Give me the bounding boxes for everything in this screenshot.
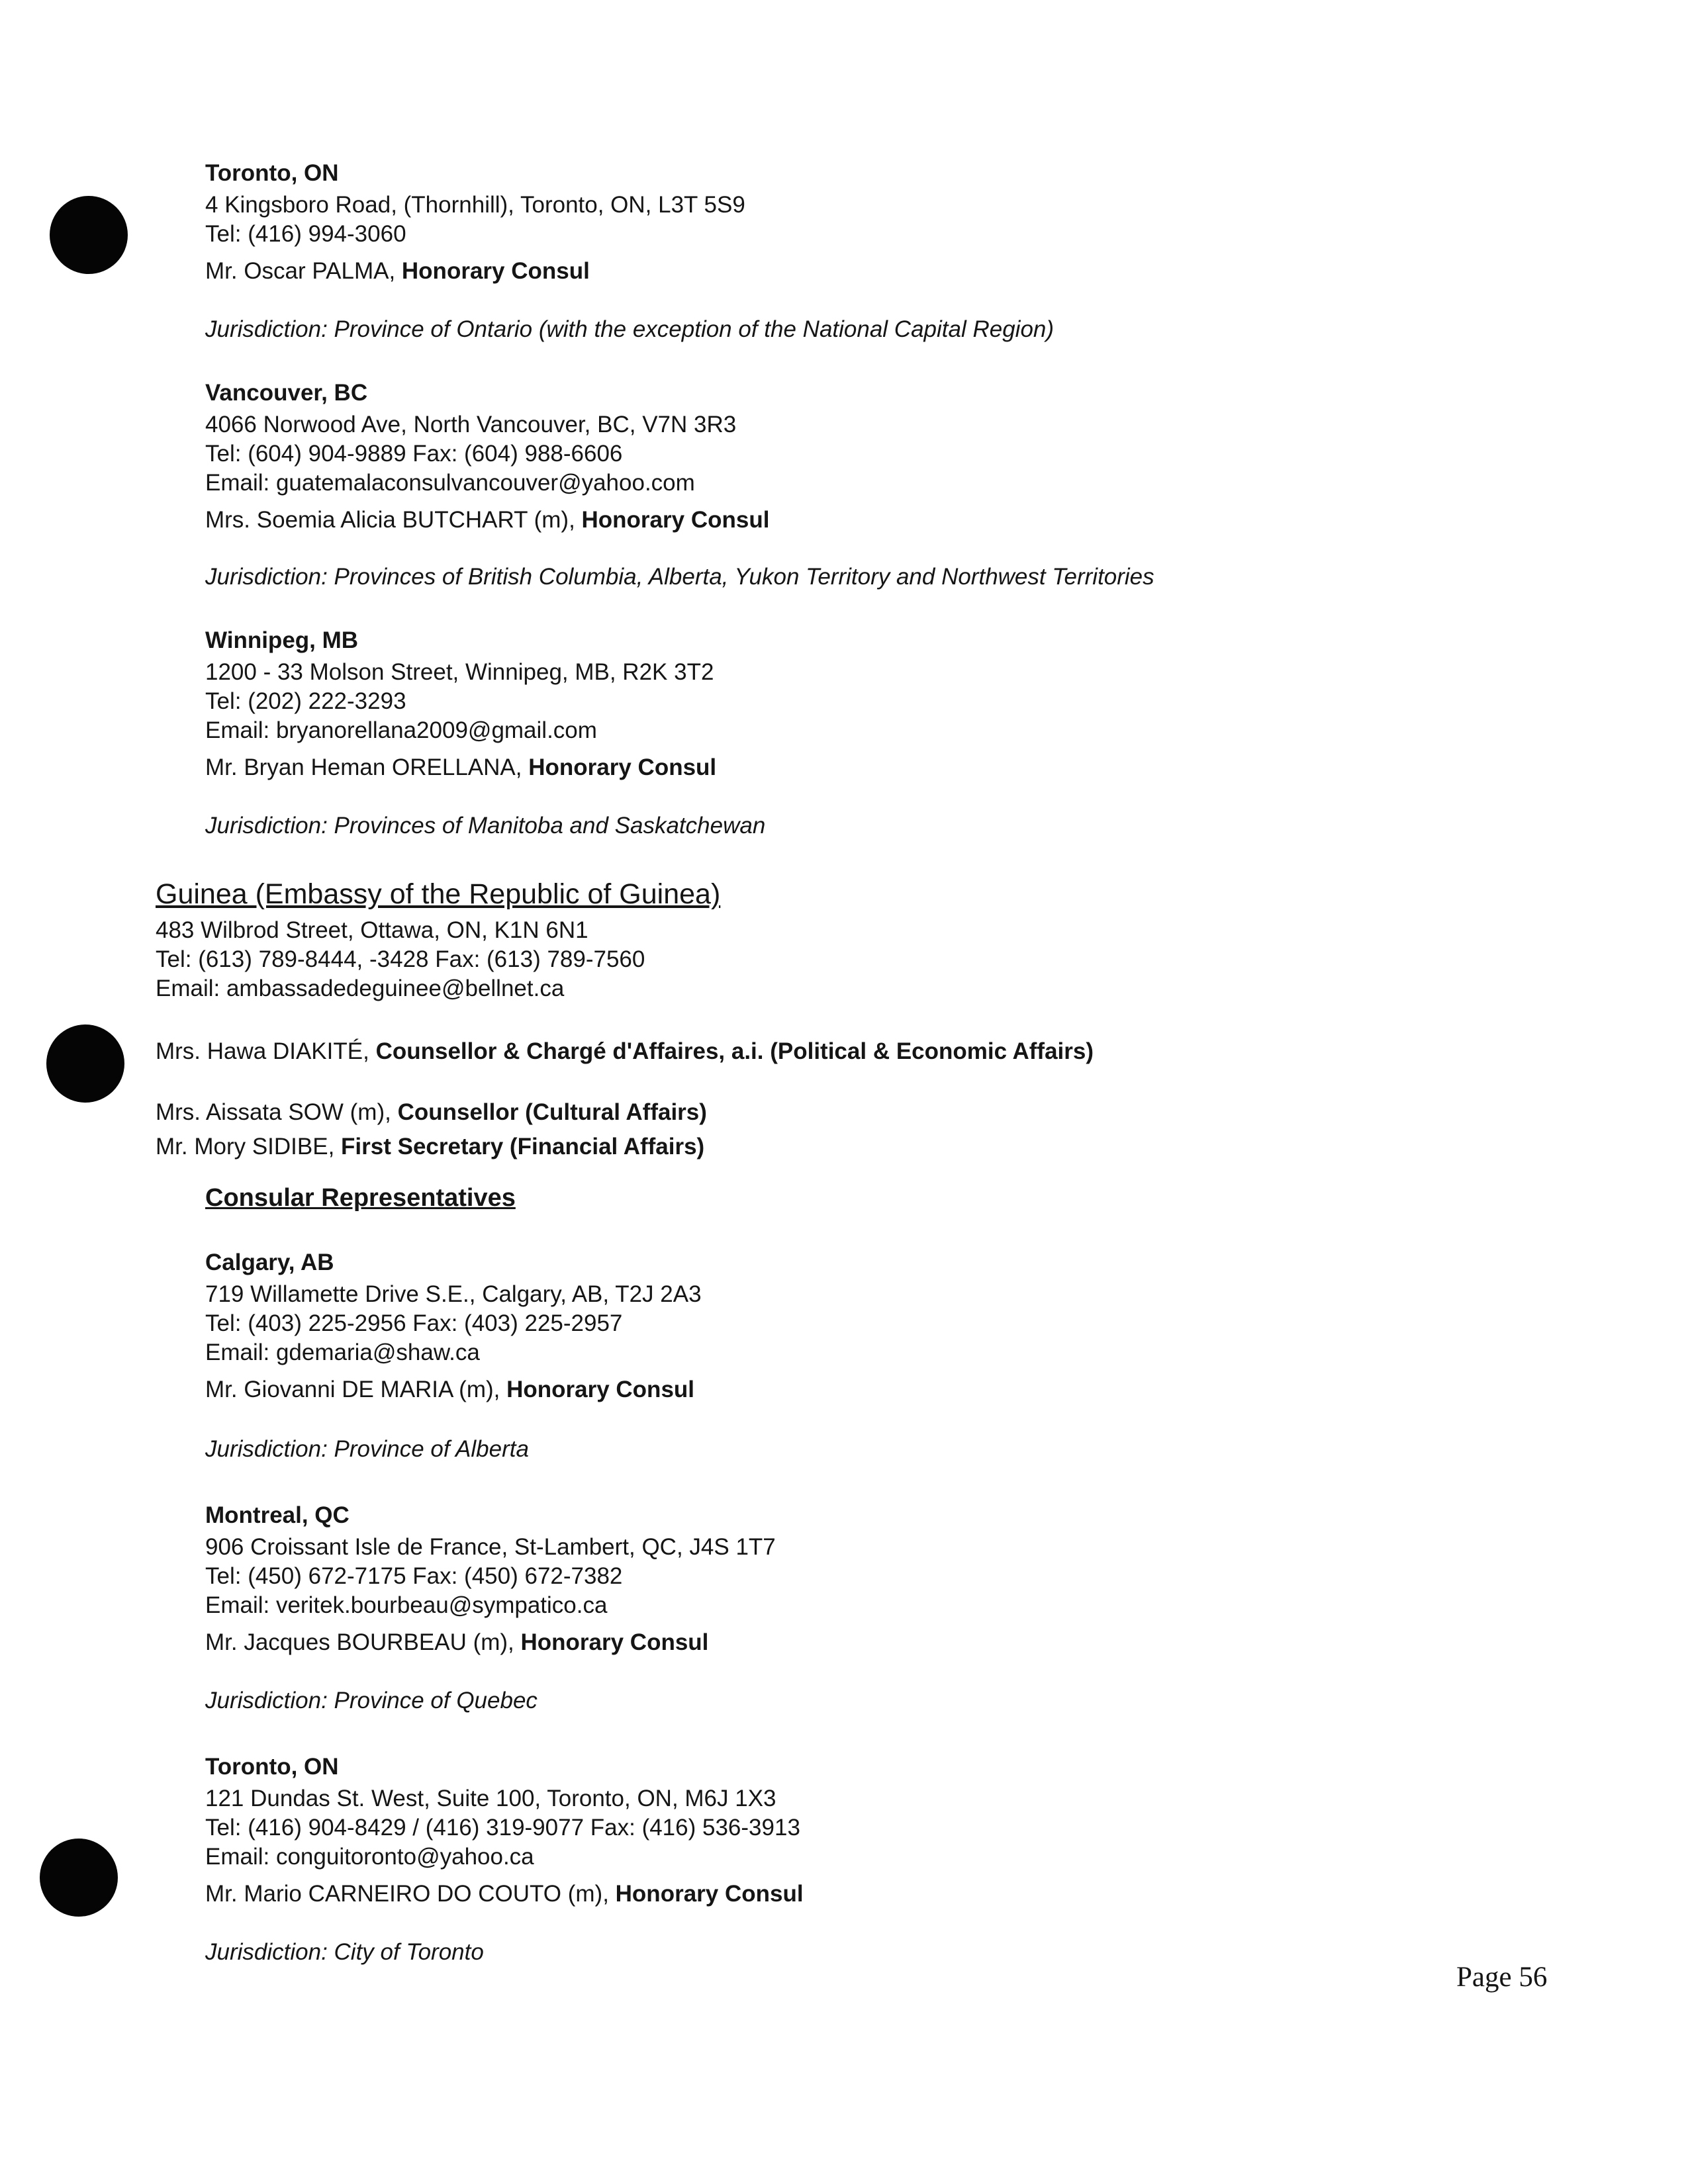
consul-name: Mr. Bryan Heman ORELLANA, — [205, 754, 529, 780]
telephone: Tel: (202) 222-3293 — [205, 688, 406, 714]
staff-name: Mrs. Hawa DIAKITÉ, — [156, 1038, 376, 1064]
consul-entry — [205, 506, 1529, 535]
consular-representatives-heading: Consular Representatives — [205, 1184, 516, 1212]
jurisdiction-toronto-guinea: Jurisdiction: City of Toronto — [205, 1939, 484, 1965]
consul-name: Mrs. Soemia Alicia BUTCHART (m), — [205, 507, 582, 533]
staff-entry — [156, 1096, 707, 1129]
consulate-winnipeg — [205, 625, 1529, 782]
jurisdiction-toronto-top: Jurisdiction: Province of Ontario (with the exception of the National Capital Region) — [205, 316, 1055, 342]
city-heading: Winnipeg, MB — [205, 627, 359, 653]
jurisdiction-calgary: Jurisdiction: Province of Alberta — [205, 1436, 529, 1462]
consul-entry — [205, 1375, 1529, 1404]
page-number: Page 56 — [1456, 1962, 1548, 1993]
email: Email: guatemalaconsulvancouver@yahoo.com — [205, 470, 695, 496]
jurisdiction-winnipeg: Jurisdiction: Provinces of Manitoba and Saskatchewan — [205, 813, 766, 839]
consul-title: Honorary Consul — [506, 1377, 695, 1402]
consul-title: Honorary Consul — [520, 1629, 709, 1655]
staff-name: Mr. Mory SIDIBE, — [156, 1134, 342, 1160]
country-heading-guinea: Guinea (Embassy of the Republic of Guinea) — [156, 878, 721, 910]
staff-entry — [156, 1035, 1094, 1068]
telephone: Tel: (403) 225-2956 Fax: (403) 225-2957 — [205, 1310, 623, 1336]
consulate-calgary — [205, 1247, 1529, 1404]
consulate-vancouver — [205, 377, 1529, 535]
telephone: Tel: (450) 672-7175 Fax: (450) 672-7382 — [205, 1563, 623, 1589]
address: 121 Dundas St. West, Suite 100, Toronto, ON, M6J 1X3 — [205, 1786, 776, 1811]
city-heading: Toronto, ON — [205, 1754, 339, 1780]
address: 4 Kingsboro Road, (Thornhill), Toronto, ON, L3T 5S9 — [205, 192, 745, 218]
city-heading: Calgary, AB — [205, 1250, 334, 1275]
consul-entry — [205, 1628, 1529, 1657]
telephone: Tel: (416) 904-8429 / (416) 319-9077 Fax: (416) 536-3913 — [205, 1815, 800, 1841]
telephone: Tel: (416) 994-3060 — [205, 221, 406, 247]
city-heading: Vancouver, BC — [205, 380, 368, 406]
jurisdiction-montreal: Jurisdiction: Province of Quebec — [205, 1688, 538, 1713]
email: Email: gdemaria@shaw.ca — [205, 1340, 480, 1365]
embassy-telephone: Tel: (613) 789-8444, -3428 Fax: (613) 789-7560 — [156, 946, 645, 972]
staff-title: Counsellor & Chargé d'Affaires, a.i. (Political & Economic Affairs) — [375, 1038, 1094, 1064]
consul-name: Mr. Mario CARNEIRO DO COUTO (m), — [205, 1881, 616, 1907]
email: Email: veritek.bourbeau@sympatico.ca — [205, 1592, 608, 1618]
address: 4066 Norwood Ave, North Vancouver, BC, V7N 3R3 — [205, 412, 737, 437]
email: Email: conguitoronto@yahoo.ca — [205, 1844, 534, 1870]
staff-entry — [156, 1130, 704, 1163]
jurisdiction-vancouver: Jurisdiction: Provinces of British Columbia, Alberta, Yukon Territory and Northwest Territories — [205, 564, 1154, 590]
consul-title: Honorary Consul — [401, 258, 590, 284]
punch-hole-1 — [50, 196, 128, 274]
city-heading: Toronto, ON — [205, 160, 339, 186]
consulate-montreal — [205, 1500, 1529, 1657]
embassy-email: Email: ambassadedeguinee@bellnet.ca — [156, 976, 565, 1001]
address: 1200 - 33 Molson Street, Winnipeg, MB, R2K 3T2 — [205, 659, 714, 685]
email: Email: bryanorellana2009@gmail.com — [205, 717, 597, 743]
consulate-toronto-top — [205, 158, 1529, 286]
staff-title: First Secretary (Financial Affairs) — [341, 1134, 705, 1160]
consul-title: Honorary Consul — [581, 507, 770, 533]
staff-title: Counsellor (Cultural Affairs) — [397, 1099, 707, 1125]
consul-name: Mr. Oscar PALMA, — [205, 258, 402, 284]
consulate-toronto-guinea — [205, 1751, 1529, 1909]
consul-entry — [205, 753, 1529, 782]
consul-name: Mr. Giovanni DE MARIA (m), — [205, 1377, 507, 1402]
address: 906 Croissant Isle de France, St-Lambert, QC, J4S 1T7 — [205, 1534, 776, 1560]
punch-hole-2 — [46, 1024, 124, 1103]
telephone: Tel: (604) 904-9889 Fax: (604) 988-6606 — [205, 441, 623, 467]
city-heading: Montreal, QC — [205, 1502, 350, 1528]
consul-entry — [205, 1880, 1529, 1909]
embassy-address: 483 Wilbrod Street, Ottawa, ON, K1N 6N1 — [156, 917, 588, 943]
punch-hole-3 — [40, 1839, 118, 1917]
staff-name: Mrs. Aissata SOW (m), — [156, 1099, 398, 1125]
consul-entry — [205, 257, 1529, 286]
consul-title: Honorary Consul — [528, 754, 717, 780]
address: 719 Willamette Drive S.E., Calgary, AB, T2J 2A3 — [205, 1281, 702, 1307]
embassy-contact — [156, 916, 1479, 1003]
consul-name: Mr. Jacques BOURBEAU (m), — [205, 1629, 521, 1655]
consul-title: Honorary Consul — [615, 1881, 804, 1907]
